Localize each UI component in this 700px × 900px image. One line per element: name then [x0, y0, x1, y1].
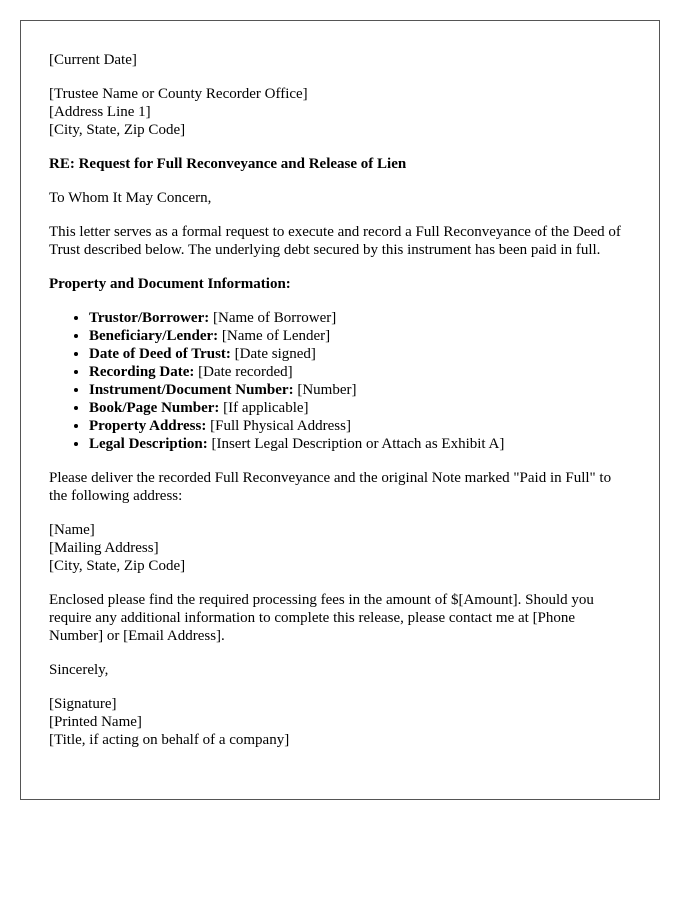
delivery-city-state-zip: [City, State, Zip Code]	[49, 558, 186, 574]
property-item	[89, 381, 631, 399]
property-item-value: [Name of Borrower]	[209, 310, 337, 326]
property-item	[89, 309, 631, 327]
recipient-address-block	[49, 85, 631, 139]
property-item-label: Recording Date:	[89, 364, 195, 380]
property-item-label: Trustor/Borrower:	[89, 310, 210, 326]
property-item-value: [Date recorded]	[194, 364, 293, 380]
property-item-value: [Date signed]	[230, 346, 316, 362]
signature-line: [Signature]	[49, 696, 117, 712]
property-item-value: [Number]	[293, 382, 357, 398]
recipient-city-state-zip: [City, State, Zip Code]	[49, 122, 186, 138]
delivery-mailing-address: [Mailing Address]	[49, 540, 159, 556]
property-item-label: Book/Page Number:	[89, 400, 220, 416]
closing: Sincerely,	[49, 662, 109, 678]
property-item	[89, 399, 631, 417]
property-info-list	[49, 309, 631, 453]
property-item	[89, 345, 631, 363]
property-item-value: [Insert Legal Description or Attach as Exhibit A]	[207, 436, 505, 452]
property-item-value: [Full Physical Address]	[206, 418, 351, 434]
salutation: To Whom It May Concern,	[49, 190, 212, 206]
signature-block	[49, 695, 631, 749]
recipient-name: [Trustee Name or County Recorder Office]	[49, 86, 308, 102]
intro-paragraph: This letter serves as a formal request to execute and record a Full Reconveyance of the Deed of Trust described below. The underlying debt secured by this instrument has been paid in full.	[49, 224, 621, 258]
delivery-paragraph: Please deliver the recorded Full Reconveyance and the original Note marked "Paid in Full" to the following address:	[49, 470, 612, 504]
subject-line: RE: Request for Full Reconveyance and Release of Lien	[49, 156, 407, 172]
property-item-value: [Name of Lender]	[218, 328, 331, 344]
property-item-label: Instrument/Document Number:	[89, 382, 294, 398]
property-item	[89, 363, 631, 381]
signer-title: [Title, if acting on behalf of a company]	[49, 732, 290, 748]
property-item-label: Date of Deed of Trust:	[89, 346, 231, 362]
delivery-address-block	[49, 521, 631, 575]
property-item-value: [If applicable]	[219, 400, 309, 416]
property-item-label: Beneficiary/Lender:	[89, 328, 219, 344]
enclosure-paragraph: Enclosed please find the required processing fees in the amount of $[Amount]. Should you require any additional information to complete this release, please contact me at [Phone Number] or [Email Address].	[49, 592, 594, 644]
property-heading: Property and Document Information:	[49, 276, 291, 292]
letter-date: [Current Date]	[49, 52, 137, 68]
printed-name: [Printed Name]	[49, 714, 142, 730]
property-item-label: Property Address:	[89, 418, 207, 434]
property-item	[89, 327, 631, 345]
property-item	[89, 435, 631, 453]
property-item	[89, 417, 631, 435]
delivery-name: [Name]	[49, 522, 95, 538]
letter-page	[20, 20, 660, 800]
recipient-address-line1: [Address Line 1]	[49, 104, 151, 120]
property-item-label: Legal Description:	[89, 436, 208, 452]
